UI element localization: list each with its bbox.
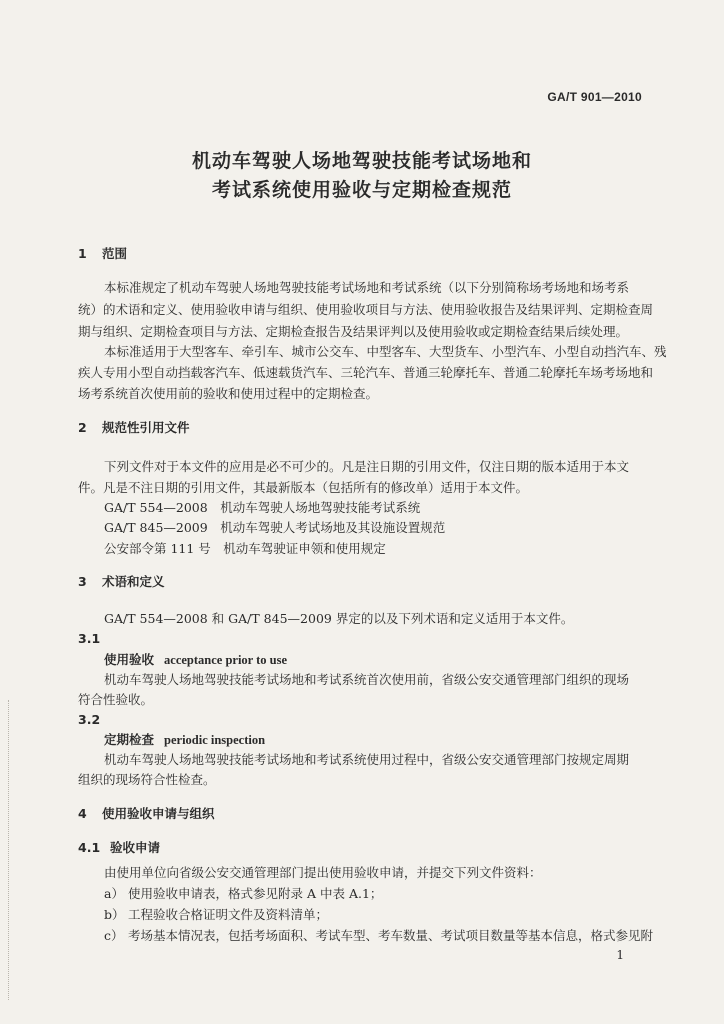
paragraph-line: 场考系统首次使用前的验收和使用过程中的定期检查。 bbox=[78, 386, 379, 401]
definition-line: 组织的现场符合性检查。 bbox=[78, 772, 216, 787]
list-item-text: 使用验收申请表，格式参见附录 A 中表 A.1； bbox=[128, 886, 383, 901]
section-title: 范围 bbox=[102, 246, 128, 261]
definition-line: 符合性验收。 bbox=[78, 692, 154, 707]
section-number: 3 bbox=[78, 574, 87, 589]
list-marker: a） bbox=[104, 886, 124, 901]
paragraph-line: 期与组织、定期检查项目与方法、定期检查报告及结果评判以及使用验收或定期检查结果后续处理。 bbox=[78, 324, 629, 339]
clause-number: 3.1 bbox=[78, 631, 101, 646]
term-entry bbox=[104, 651, 287, 669]
paragraph-line: 件。凡是不注日期的引用文件，其最新版本（包括所有的修改单）适用于本文件。 bbox=[78, 480, 529, 495]
paragraph-line: 本标准适用于大型客车、牵引车、城市公交车、中型客车、大型货车、小型汽车、小型自动挡汽车、残 bbox=[104, 344, 667, 359]
definition-line: 机动车驾驶人场地驾驶技能考试场地和考试系统首次使用前，省级公安交通管理部门组织的现场 bbox=[104, 672, 630, 687]
document-title-line2: 考试系统使用验收与定期检查规范 bbox=[211, 179, 512, 201]
paragraph-line: 统）的术语和定义、使用验收申请与组织、使用验收项目与方法、使用验收报告及结果评判、定期检查周 bbox=[78, 302, 654, 317]
reference-item: GA/T 554—2008 机动车驾驶人场地驾驶技能考试系统 bbox=[104, 500, 421, 515]
document-title-line1: 机动车驾驶人场地驾驶技能考试场地和 bbox=[191, 150, 532, 172]
section-number: 4 bbox=[78, 806, 87, 821]
reference-item: GA/T 845—2009 机动车驾驶人考试场地及其设施设置规范 bbox=[104, 520, 446, 535]
document-number: GA/T 901—2010 bbox=[547, 90, 642, 104]
subsection-title: 验收申请 bbox=[110, 840, 161, 855]
list-marker: b） bbox=[104, 907, 125, 922]
list-item-text: 考场基本情况表，包括考场面积、考试车型、考车数量、考试项目数量等基本信息，格式参见附 bbox=[128, 928, 654, 943]
section-1-heading bbox=[78, 245, 127, 263]
term-chinese: 定期检查 bbox=[104, 732, 155, 747]
subsection-heading bbox=[78, 839, 160, 857]
section-3-heading bbox=[78, 573, 165, 591]
paragraph-line: 疾人专用小型自动挡载客汽车、低速载货汽车、三轮汽车、普通三轮摩托车、普通二轮摩托车场考场地和 bbox=[78, 365, 654, 380]
paragraph-line: 下列文件对于本文件的应用是必不可少的。凡是注日期的引用文件，仅注日期的版本适用于本文 bbox=[104, 459, 630, 474]
term-chinese: 使用验收 bbox=[104, 652, 155, 667]
term-english: periodic inspection bbox=[164, 733, 266, 747]
definition-line: 机动车驾驶人场地驾驶技能考试场地和考试系统使用过程中，省级公安交通管理部门按规定周期 bbox=[104, 752, 630, 767]
reference-item: 公安部令第 111 号 机动车驾驶证申领和使用规定 bbox=[104, 541, 386, 556]
section-title: 术语和定义 bbox=[102, 574, 165, 589]
list-marker: c） bbox=[104, 928, 124, 943]
paragraph-line: 本标准规定了机动车驾驶人场地驾驶技能考试场地和考试系统（以下分别简称场考场地和场考系 bbox=[104, 280, 630, 295]
paragraph-line: 由使用单位向省级公安交通管理部门提出使用验收申请，并提交下列文件资料： bbox=[104, 865, 542, 880]
section-number: 1 bbox=[78, 246, 87, 261]
term-entry bbox=[104, 731, 265, 749]
section-title: 规范性引用文件 bbox=[102, 420, 190, 435]
clause-number: 3.2 bbox=[78, 712, 101, 727]
subsection-number: 4.1 bbox=[78, 840, 101, 855]
term-english: acceptance prior to use bbox=[164, 653, 288, 667]
section-2-heading bbox=[78, 419, 190, 437]
page-number: 1 bbox=[616, 948, 624, 962]
list-item bbox=[104, 885, 382, 903]
list-item bbox=[104, 906, 328, 924]
list-item bbox=[104, 927, 653, 945]
list-item-text: 工程验收合格证明文件及资料清单； bbox=[128, 907, 329, 922]
binding-margin-dots bbox=[8, 700, 11, 1000]
section-4-heading bbox=[78, 805, 215, 823]
section-number: 2 bbox=[78, 420, 87, 435]
section-title: 使用验收申请与组织 bbox=[102, 806, 215, 821]
paragraph-line: GA/T 554—2008 和 GA/T 845—2009 界定的以及下列术语和定义适用于本文件。 bbox=[104, 611, 574, 626]
